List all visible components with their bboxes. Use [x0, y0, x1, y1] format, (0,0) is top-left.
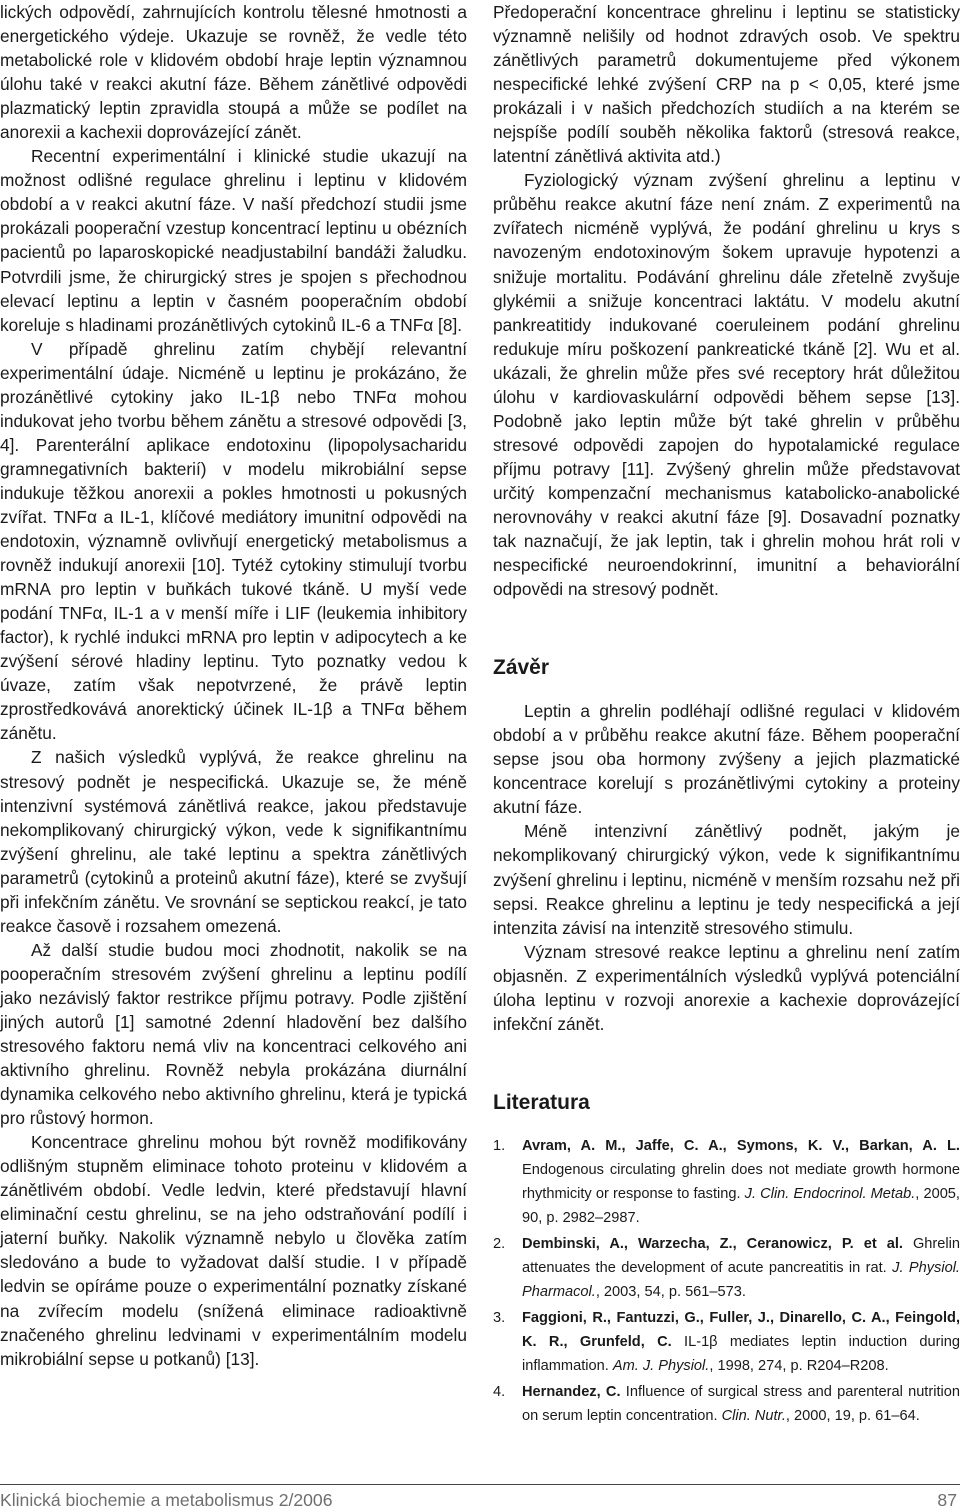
left-column	[0, 0, 467, 1371]
body-paragraph: Koncentrace ghrelinu mohou být rovněž modifikovány odlišným stupněm eliminace tohoto proteinu v klidovém a zánětlivém období. Vedle ledvin, které představují hlavní eliminační cestu ghrelinu, se na jeho odstraňování podílí i jaterní buňky. Nakolik významně nebylo u člověka zatím sledováno a bude to vyžadovat další studie. I v případě ledvin se opíráme pouze o experimentální poznatky získané na zvířecím modelu (snížená eliminace radioaktivně značeného ghrelinu ledvinami v experimentálním modelu mikrobiální sepse u potkanů) [13].	[0, 1132, 467, 1369]
reference-title: Influence of surgical stress and parenteral nutrition on serum leptin concentration.	[522, 1383, 960, 1424]
reference-number: 3.	[493, 1309, 506, 1326]
reference-details: , 2005, 90, p. 2982–2987.	[522, 1185, 960, 1226]
reference-journal: Am. J. Physiol.	[612, 1357, 710, 1374]
reference-authors: Dembinski, A., Warzecha, Z., Ceranowicz, P. et al.	[522, 1235, 903, 1252]
page-number: 87	[937, 1490, 957, 1510]
right-column	[493, 0, 960, 1430]
conclusion-paragraph: Význam stresové reakce leptinu a ghrelinu není zatím objasněn. Z experimentálních výsledků vyplývá potenciální úloha leptinu v rozvoji anorexie a kachexie doprovázející infekční zánět.	[493, 941, 960, 1034]
conclusion-paragraph: Méně intenzivní zánětlivý podnět, jakým je nekomplikovaný chirurgický výkon, vede k signifikantnímu zvýšení ghrelinu i leptinu, nicméně v menším rozsahu než při sepsi. Reakce ghrelinu a leptinu je tedy nespecifická a její intenzita závisí na intenzitě stresového stimulu.	[493, 821, 960, 938]
reference-authors: Hernandez, C.	[522, 1383, 621, 1400]
reference-title: Endogenous circulating ghrelin does not mediate growth hormone rhythmicity or response to fasting.	[522, 1161, 960, 1202]
body-paragraph: Až další studie budou moci zhodnotit, nakolik se na pooperačním stresovém zvýšení ghrelinu a leptinu podílí jako nezávislý faktor restrikce příjmu potravy. Podle zjištění jiných autorů [1] samotné 2denní hladovění bez dalšího stresového faktoru nemá vliv na koncentraci celkového ani aktivního ghrelinu. Rovněž nebyla prokázána diurnální dynamika celkového nebo aktivního ghrelinu, která je typická pro růstový hormon.	[0, 939, 467, 1129]
reference-authors: Avram, A. M., Jaffe, C. A., Symons, K. V., Barkan, A. L.	[522, 1137, 960, 1154]
body-paragraph: Recentní experimentální i klinické studie ukazují na možnost odlišné regulace ghrelinu i leptinu v klidovém období a v reakci akutní fáze. V naší předchozí studii jsme prokázali pooperační vzestup koncentrací leptinu u obézních pacientů po laparoskopické neadjustabilní bandáži žaludku. Potvrdili jsme, že chirurgický stres je spojen s přechodnou elevací leptinu a leptin v časném pooperačním období koreluje s hladinami prozánětlivých cytokinů IL-6 a TNFα [8].	[0, 146, 467, 335]
footer-journal-name: Klinická biochemie a metabolismus 2/2006	[0, 1490, 333, 1510]
reference-journal: J. Physiol. Pharmacol.	[522, 1259, 960, 1300]
reference-details: , 1998, 274, p. R204–R208.	[709, 1357, 889, 1374]
section-heading-literature: Literatura	[493, 1090, 590, 1114]
reference-details: , 2000, 19, p. 61–64.	[785, 1407, 920, 1424]
reference-item	[493, 1232, 960, 1304]
reference-title: IL-1β mediates leptin induction during inflammation.	[522, 1333, 960, 1374]
body-paragraph: Předoperační koncentrace ghrelinu i leptinu se statisticky významně nelišily od hodnot zdravých osob. Ve spektru zánětlivých parametrů dokumentujeme před výkonem nespecifické lehké zvýšení CRP na p < 0,05, které jsme prokázali i v našich předchozích studiích a na kterém se nejspíše podílí souběh několika faktorů (stresová reakce, latentní zánětlivá aktivita atd.)	[493, 2, 960, 167]
footer-divider	[0, 1484, 960, 1485]
body-paragraph: Fyziologický význam zvýšení ghrelinu a leptinu v průběhu reakce akutní fáze není znám. Z experimentů na zvířatech nicméně vyplývá, že podání ghrelinu u krys s navozeným endotoxinovým šokem upravuje hypotenzi a snižuje mortalitu. Podávání ghrelinu dále zřetelně zvyšuje glykémii a snižuje koncentraci laktátu. V modelu akutní pankreatitidy indukované coeruleinem podání ghrelinu redukuje míru poškození pankreatické tkáně [2]. Wu et al. ukázali, že ghrelin může přes své receptory hrát důležitou úlohu v kardiovaskulární odpovědi během sepse [13]. Podobně jako leptin může být také ghrelin v průběhu stresové odpovědi zapojen do hypotalamické regulace příjmu potravy [11]. Zvýšený ghrelin může představovat určitý kompenzační mechanismus katabolicko-anabolické nerovnováhy v reakci akutní fáze [9]. Dosavadní poznatky tak naznačují, že jak leptin, tak i ghrelin mohou hrát roli v nespecifické neuroendokrinní, imunitní a behaviorální odpovědi na stresový podnět.	[493, 170, 960, 600]
body-paragraph: Z našich výsledků vyplývá, že reakce ghrelinu na stresový podnět je nespecifická. Ukazuje se, že méně intenzivní systémová zánětlivá reakce, jakou představuje nekomplikovaný chirurgický výkon, vede k signifikantnímu zvýšení ghrelinu, ale také leptinu a spektra zánětlivých parametrů (cytokinů a proteinů akutní fáze), které se zvyšují při infekčním zánětu. Ve srovnání se septickou reakcí, je tato reakce časově i rozsahem omezená.	[0, 747, 467, 936]
body-paragraph: V případě ghrelinu zatím chybějí relevantní experimentální údaje. Nicméně u leptinu je prokázáno, že prozánětlivé cytokiny jako IL-1β nebo TNFα mohou indukovat jeho tvorbu během zánětu a stresové odpovědi [3, 4]. Parenterální aplikace endotoxinu (lipopolysacharidu gramnegativních bakterií) v modelu mikrobiální sepse indukuje těžkou anorexii a pokles hmotnosti u pokusných zvířat. TNFα a IL-1, klíčové mediátory imunitní odpovědi na endotoxin, významně ovlivňují energetický metabolismus a rovněž indukují anorexii [10]. Tytéž cytokiny stimulují tvorbu mRNA pro leptin v buňkách tukové tkáně. U myší vede podání TNFα, IL-1 a v menší míře i LIF (leukemia inhibitory factor), k rychlé indukci mRNA pro leptin v adipocytech a ke zvýšení sérové hladiny leptinu. Tyto poznatky vedou k úvaze, zatím však nepotvrzené, že právě leptin zprostředkovává anorektický účinek IL-1β a TNFα během zánětu.	[0, 338, 467, 744]
reference-number: 4.	[493, 1383, 506, 1400]
reference-item	[493, 1134, 960, 1230]
body-paragraph: lických odpovědí, zahrnujících kontrolu tělesné hmotnosti a energetického výdeje. Ukazuje se rovněž, že vedle této metabolické role v klidovém období hraje leptin významnou úlohu také v reakci akutní fáze. Během zánětlivé odpovědi plazmatický leptin zpravidla stoupá a může se podílet na anorexii a kachexii doprovázející zánět.	[0, 2, 467, 143]
reference-item	[493, 1380, 960, 1428]
reference-number: 2.	[493, 1235, 506, 1252]
reference-item	[493, 1306, 960, 1378]
reference-details: , 2003, 54, p. 561–573.	[595, 1283, 746, 1300]
reference-journal: Clin. Nutr.	[721, 1407, 786, 1424]
reference-number: 1.	[493, 1137, 506, 1154]
conclusion-paragraph: Leptin a ghrelin podléhají odlišné regulaci v klidovém období a v průběhu reakce akutní fáze. Během pooperační sepse jsou oba hormony zvýšeny a jejich plazmatické koncentrace korelují s prozánětlivými cytokiny a proteiny akutní fáze.	[493, 701, 960, 818]
reference-authors: Faggioni, R., Fantuzzi, G., Fuller, J., Dinarello, C. A., Feingold, K. R., Grunfeld, C.	[522, 1309, 960, 1350]
reference-title: Ghrelin attenuates the development of acute pancreatitis in rat.	[522, 1235, 960, 1276]
section-heading-conclusion: Závěr	[493, 656, 550, 680]
reference-journal: J. Clin. Endocrinol. Metab.	[744, 1185, 916, 1202]
reference-list	[493, 1134, 960, 1428]
